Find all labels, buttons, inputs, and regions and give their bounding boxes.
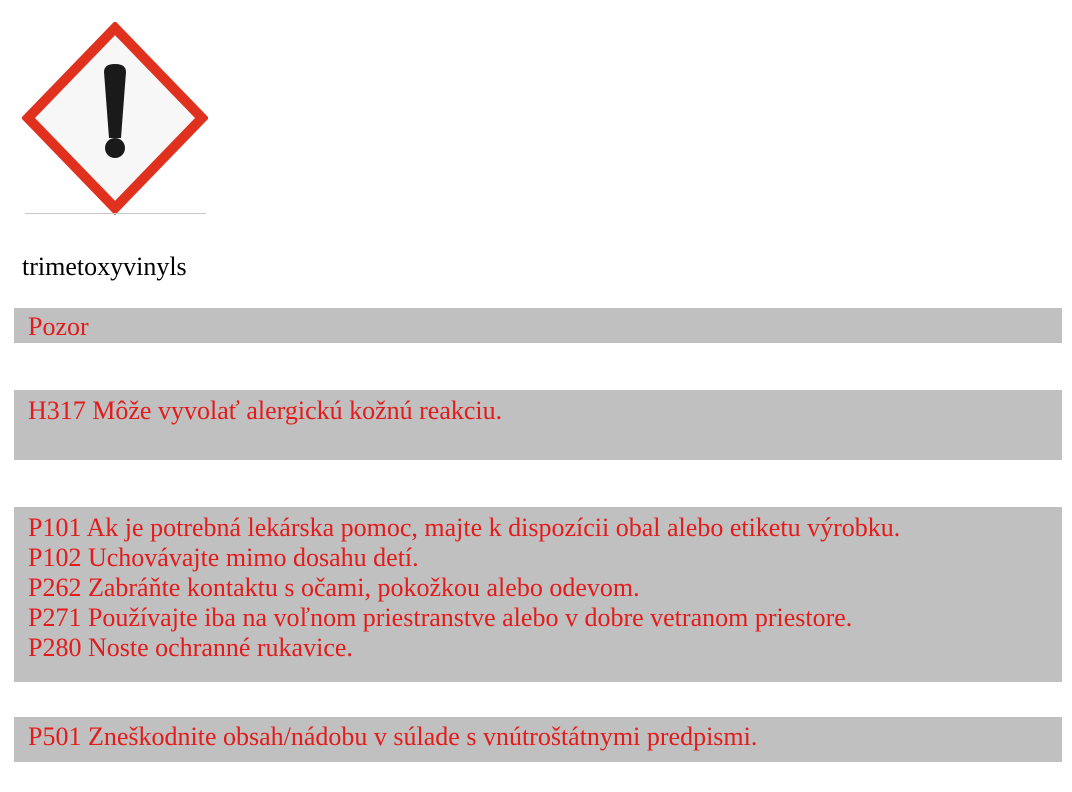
precautionary-statement: P262 Zabráňte kontaktu s očami, pokožkou alebo odevom. bbox=[28, 573, 640, 602]
divider bbox=[25, 213, 206, 214]
precautionary-statement: P101 Ak je potrebná lekárska pomoc, majte k dispozícii obal alebo etiketu výrobku. bbox=[28, 513, 901, 542]
precautionary-statements-box bbox=[14, 507, 1062, 682]
precautionary-statement: P280 Noste ochranné rukavice. bbox=[28, 633, 353, 662]
precautionary-statement: P102 Uchovávajte mimo dosahu detí. bbox=[28, 543, 419, 572]
exclamation-mark-hazard-icon bbox=[22, 22, 208, 216]
hazard-statement: H317 Môže vyvolať alergickú kožnú reakciu. bbox=[28, 396, 503, 425]
precautionary-statement: P271 Používajte iba na voľnom priestranstve alebo v dobre vetranom priestore. bbox=[28, 603, 853, 632]
disposal-statements-box bbox=[14, 717, 1062, 762]
signal-word: Pozor bbox=[28, 312, 89, 341]
signal-word-box bbox=[14, 308, 1062, 343]
disposal-statement: P501 Zneškodnite obsah/nádobu v súlade s vnútroštátnymi predpismi. bbox=[28, 722, 758, 751]
hazard-statements-box bbox=[14, 390, 1062, 460]
substance-name: trimetoxyvinyls bbox=[22, 252, 187, 281]
